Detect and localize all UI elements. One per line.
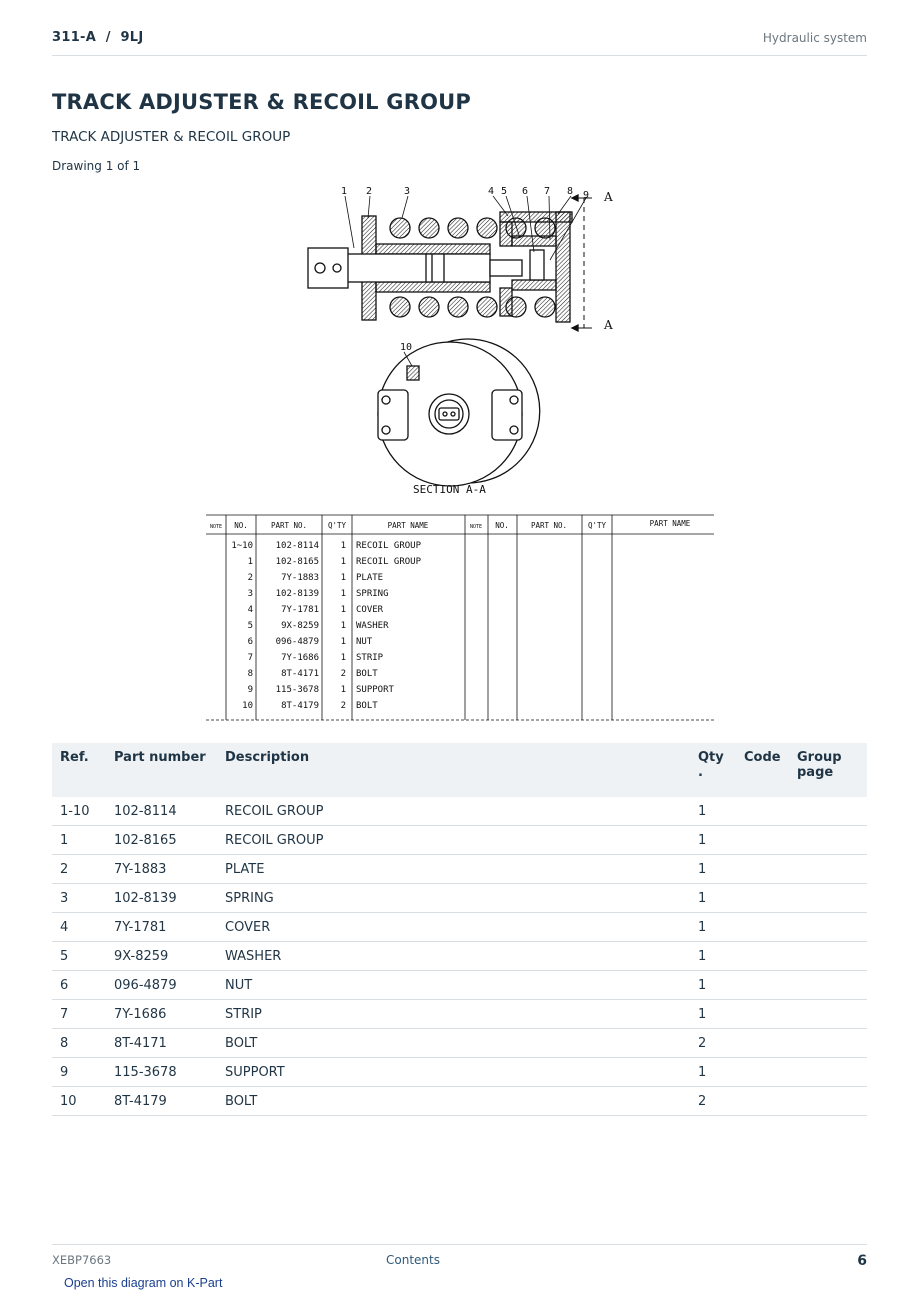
- cell-code: [736, 1029, 789, 1058]
- callout-10: 10: [400, 342, 413, 353]
- parts-table: [52, 743, 867, 1116]
- table-row: [52, 913, 867, 942]
- hdr-no-2: NO.: [495, 521, 509, 530]
- cell-code: [736, 884, 789, 913]
- cell-part-number: 102-8114: [106, 797, 217, 826]
- cell-qty: 1: [690, 942, 736, 971]
- cell-part-number: 102-8139: [106, 884, 217, 913]
- cell-qty: 1: [690, 971, 736, 1000]
- cell-qty: 1: [690, 826, 736, 855]
- drawing-row-qty: 1: [340, 621, 346, 631]
- table-row: [52, 971, 867, 1000]
- table-row: [52, 797, 867, 826]
- drawing-count: Drawing 1 of 1: [52, 159, 141, 173]
- col-code: Code: [736, 743, 789, 797]
- cell-part-number: 102-8165: [106, 826, 217, 855]
- drawing-row-no: 3: [247, 589, 253, 599]
- cell-description: WASHER: [217, 942, 690, 971]
- table-row: [52, 1000, 867, 1029]
- drawing-row-part-no: 102-8165: [275, 557, 319, 567]
- drawing-row-no: 1: [247, 557, 253, 567]
- drawing-table-rows: [231, 541, 421, 711]
- drawing-row-qty: 1: [340, 557, 346, 567]
- cell-qty: 1: [690, 1058, 736, 1087]
- cell-group-page: [789, 1058, 867, 1087]
- cell-qty: 2: [690, 1029, 736, 1058]
- drawing-row-part-name: BOLT: [356, 701, 378, 711]
- cell-code: [736, 913, 789, 942]
- page-footer: [52, 1244, 867, 1275]
- table-row: [52, 826, 867, 855]
- cell-code: [736, 826, 789, 855]
- cell-qty: 2: [690, 1087, 736, 1116]
- cell-ref: 8: [52, 1029, 106, 1058]
- callout-2: 2: [366, 186, 373, 197]
- cell-part-number: 7Y-1686: [106, 1000, 217, 1029]
- drawing-row-no: 9: [247, 685, 253, 695]
- drawing-row-no: 4: [247, 605, 253, 615]
- drawing-row-part-no: 096-4879: [275, 637, 319, 647]
- callout-7: 7: [544, 186, 551, 197]
- cell-ref: 7: [52, 1000, 106, 1029]
- callout-9: 9: [583, 190, 590, 201]
- cell-code: [736, 1087, 789, 1116]
- drawing-table-headers: [210, 519, 691, 530]
- col-group-page: Group page: [789, 743, 867, 797]
- drawing-row-qty: 1: [340, 653, 346, 663]
- cell-group-page: [789, 797, 867, 826]
- cell-code: [736, 971, 789, 1000]
- table-row: [52, 1087, 867, 1116]
- cell-group-page: [789, 913, 867, 942]
- drawing-row-no: 7: [247, 653, 253, 663]
- cell-part-number: 7Y-1883: [106, 855, 217, 884]
- table-row: [52, 855, 867, 884]
- cell-ref: 1-10: [52, 797, 106, 826]
- hdr-partno-2: PART NO.: [530, 521, 568, 530]
- callout-6: 6: [522, 186, 529, 197]
- drawing-row-part-no: 102-8114: [275, 541, 319, 551]
- callout-4: 4: [488, 186, 495, 197]
- section-mark-bottom: A: [604, 318, 613, 332]
- side-section-view: [308, 195, 592, 331]
- cell-ref: 6: [52, 971, 106, 1000]
- cell-ref: 4: [52, 913, 106, 942]
- cell-part-number: 8T-4171: [106, 1029, 217, 1058]
- cell-qty: 1: [690, 797, 736, 826]
- col-part-number: Part number: [106, 743, 217, 797]
- document-id: XEBP7663: [52, 1253, 112, 1267]
- table-row: [52, 1058, 867, 1087]
- drawing-row-part-name: RECOIL GROUP: [356, 541, 422, 551]
- section-label: Hydraulic system: [762, 31, 867, 45]
- drawing-row-part-name: NUT: [356, 637, 373, 647]
- drawing-row-part-name: STRIP: [356, 653, 384, 663]
- hdr-name-1: PART NAME: [387, 521, 429, 530]
- drawing-row-qty: 1: [340, 637, 346, 647]
- callout-1: 1: [341, 186, 348, 197]
- drawing-row-no: 1~10: [231, 541, 253, 551]
- hdr-qty-1: Q'TY: [327, 521, 347, 530]
- drawing-row-no: 8: [247, 669, 253, 679]
- cell-ref: 2: [52, 855, 106, 884]
- cell-code: [736, 797, 789, 826]
- cell-group-page: [789, 826, 867, 855]
- cell-part-number: 7Y-1781: [106, 913, 217, 942]
- hdr-note-1: NOTE: [209, 524, 223, 530]
- cell-code: [736, 855, 789, 884]
- page-subtitle: TRACK ADJUSTER & RECOIL GROUP: [52, 129, 291, 145]
- drawing-row-part-name: WASHER: [356, 621, 389, 631]
- cell-group-page: [789, 1000, 867, 1029]
- cell-qty: 1: [690, 1000, 736, 1029]
- page-number: 6: [857, 1253, 867, 1269]
- drawing-row-part-no: 7Y-1686: [281, 653, 319, 663]
- cell-description: BOLT: [217, 1087, 690, 1116]
- drawing-row-part-no: 9X-8259: [281, 621, 319, 631]
- cell-part-number: 115-3678: [106, 1058, 217, 1087]
- cell-description: PLATE: [217, 855, 690, 884]
- cell-group-page: [789, 1087, 867, 1116]
- callout-8: 8: [567, 186, 574, 197]
- end-view: [378, 339, 540, 486]
- cell-qty: 1: [690, 913, 736, 942]
- spring-coils-bottom: [390, 297, 555, 317]
- cell-code: [736, 1058, 789, 1087]
- cell-ref: 3: [52, 884, 106, 913]
- section-mark-top: A: [604, 190, 613, 204]
- drawing-row-part-name: COVER: [356, 605, 384, 615]
- drawing-row-part-name: SPRING: [356, 589, 389, 599]
- col-description: Description: [217, 743, 690, 797]
- drawing-row-part-no: 7Y-1883: [281, 573, 319, 583]
- cell-description: NUT: [217, 971, 690, 1000]
- parts-table-body: [52, 797, 867, 1116]
- drawing-row-no: 5: [247, 621, 253, 631]
- kpart-link[interactable]: Open this diagram on K-Part: [64, 1276, 223, 1290]
- page-header: [52, 28, 867, 56]
- drawing-row-qty: 1: [340, 541, 346, 551]
- page-title: TRACK ADJUSTER & RECOIL GROUP: [52, 90, 471, 114]
- hdr-note-2: NOTE: [469, 524, 483, 530]
- cell-qty: 1: [690, 855, 736, 884]
- callout-3: 3: [404, 186, 411, 197]
- cell-ref: 10: [52, 1087, 106, 1116]
- drawing-row-part-no: 8T-4171: [281, 669, 319, 679]
- drawing-row-part-no: 8T-4179: [281, 701, 319, 711]
- model-label: 311-A / 9LJ: [52, 30, 144, 45]
- drawing-row-part-name: PLATE: [356, 573, 384, 583]
- drawing-row-part-name: RECOIL GROUP: [356, 557, 422, 567]
- cell-code: [736, 1000, 789, 1029]
- drawing-row-qty: 1: [340, 685, 346, 695]
- hdr-name-2: PART NAME: [649, 519, 691, 528]
- cell-ref: 9: [52, 1058, 106, 1087]
- cell-group-page: [789, 971, 867, 1000]
- cell-description: BOLT: [217, 1029, 690, 1058]
- cell-group-page: [789, 884, 867, 913]
- section-label: SECTION A-A: [413, 483, 486, 496]
- hdr-no-1: NO.: [234, 521, 248, 530]
- cell-part-number: 8T-4179: [106, 1087, 217, 1116]
- cell-description: COVER: [217, 913, 690, 942]
- col-ref: Ref.: [52, 743, 106, 797]
- parts-table-header: [52, 743, 867, 797]
- cell-group-page: [789, 942, 867, 971]
- drawing-row-part-no: 115-3678: [275, 685, 319, 695]
- cell-qty: 1: [690, 884, 736, 913]
- drawing-row-part-name: BOLT: [356, 669, 378, 679]
- drawing-row-part-no: 7Y-1781: [281, 605, 319, 615]
- cell-ref: 1: [52, 826, 106, 855]
- drawing-row-qty: 1: [340, 589, 346, 599]
- cell-description: RECOIL GROUP: [217, 797, 690, 826]
- cell-description: SUPPORT: [217, 1058, 690, 1087]
- drawing-row-qty: 1: [340, 573, 346, 583]
- drawing-row-no: 6: [247, 637, 253, 647]
- cell-code: [736, 942, 789, 971]
- drawing-row-part-no: 102-8139: [275, 589, 319, 599]
- table-row: [52, 1029, 867, 1058]
- drawing-row-no: 10: [242, 701, 253, 711]
- hdr-qty-2: Q'TY: [587, 521, 607, 530]
- parts-diagram: [200, 182, 720, 727]
- cell-group-page: [789, 855, 867, 884]
- cell-ref: 5: [52, 942, 106, 971]
- drawing-row-part-name: SUPPORT: [356, 685, 394, 695]
- cell-part-number: 096-4879: [106, 971, 217, 1000]
- cell-group-page: [789, 1029, 867, 1058]
- table-row: [52, 942, 867, 971]
- col-qty: Qty .: [690, 743, 736, 797]
- table-row: [52, 884, 867, 913]
- drawing-row-qty: 2: [340, 669, 346, 679]
- cell-description: RECOIL GROUP: [217, 826, 690, 855]
- cell-description: STRIP: [217, 1000, 690, 1029]
- drawing-row-qty: 1: [340, 605, 346, 615]
- cell-description: SPRING: [217, 884, 690, 913]
- drawing-row-no: 2: [247, 573, 253, 583]
- contents-link[interactable]: Contents: [386, 1253, 440, 1267]
- cell-part-number: 9X-8259: [106, 942, 217, 971]
- hdr-partno-1: PART NO.: [270, 521, 308, 530]
- drawing-row-qty: 2: [340, 701, 346, 711]
- callout-5: 5: [501, 186, 508, 197]
